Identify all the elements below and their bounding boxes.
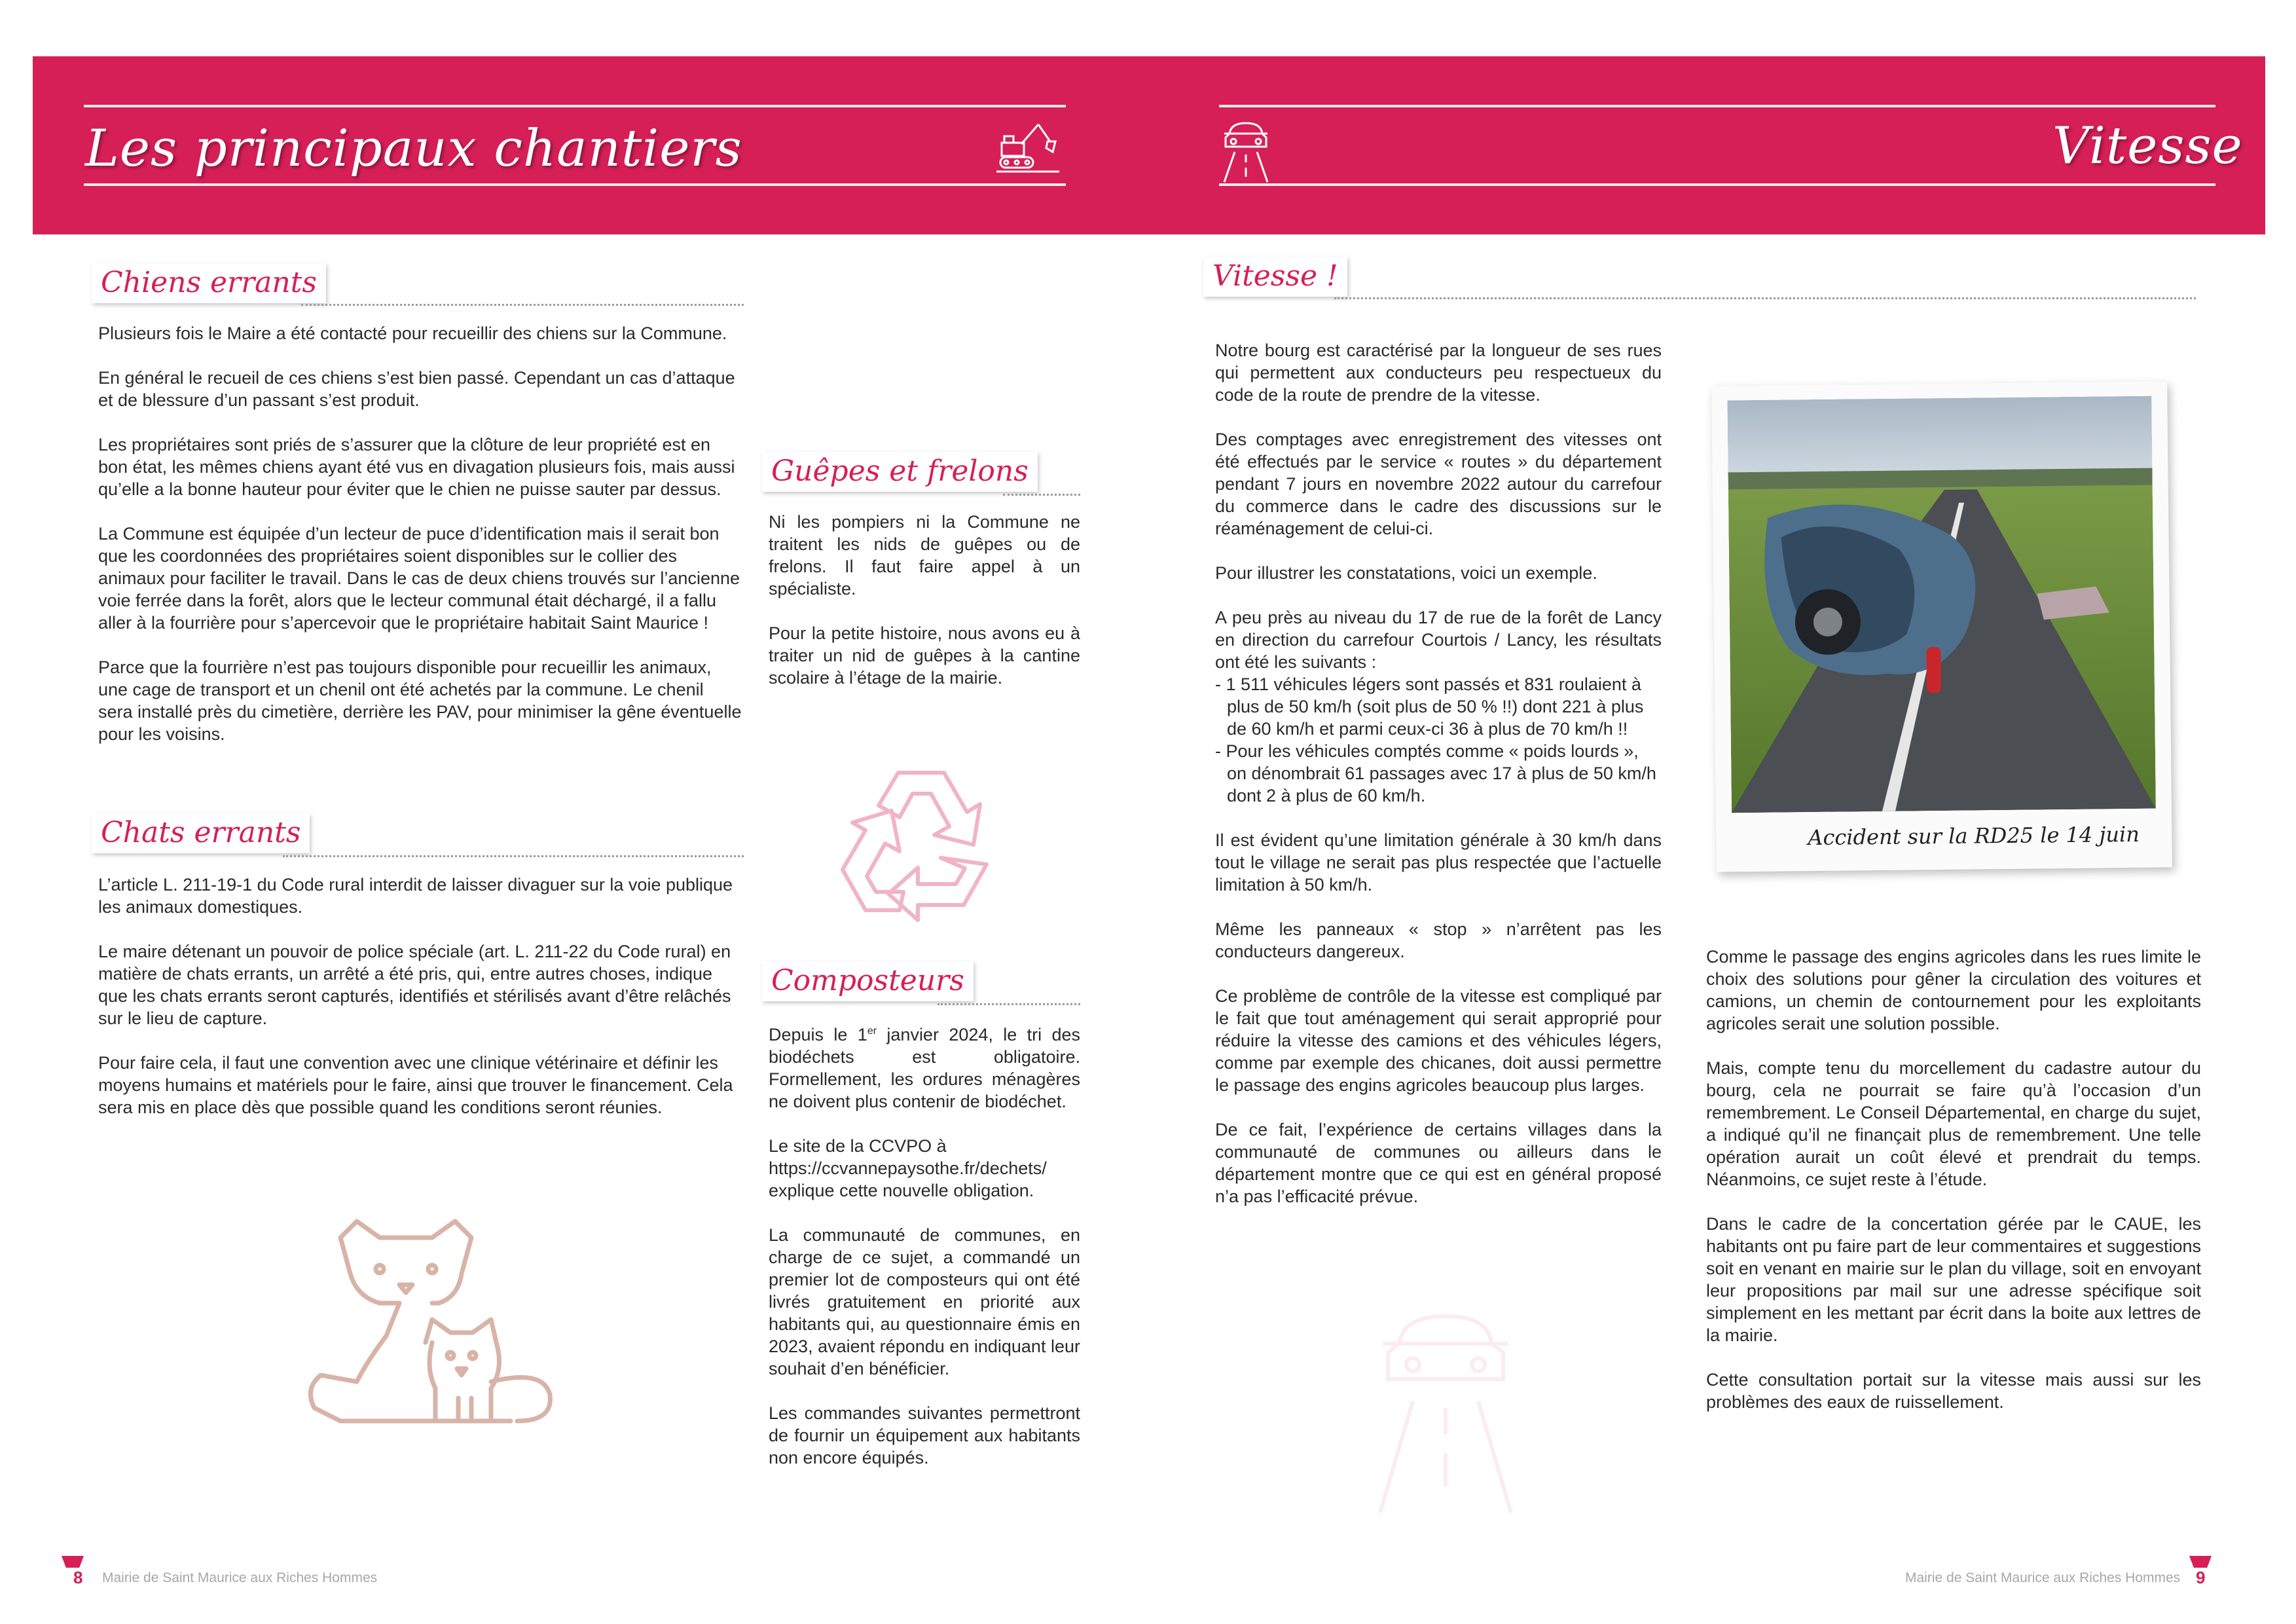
page-title-right: Vitesse [2052, 117, 2243, 175]
page-number: 9 [2196, 1568, 2206, 1587]
paragraph: Ni les pompiers ni la Commune ne traitent les nids de guêpes ou de frelons. Il faut faire appel à un spécialiste. [769, 512, 1080, 599]
section-rule [283, 855, 744, 857]
paragraph: A peu près au niveau du 17 de rue de la forêt de Lancy en direction du carrefour Courtois / Lancy, les résultats ont été les suivants : [1215, 608, 1662, 672]
section-title-guepes: Guêpes et frelons [762, 452, 1038, 492]
paragraph: Il est évident qu’une limitation générale à 30 km/h dans tout le village ne serait pas plus respectée que l’actuelle limitation à 50 km/h. [1215, 830, 1662, 895]
superscript: er [867, 1025, 877, 1037]
composteurs-text [769, 1020, 1080, 1469]
banner-rule-left-top [84, 105, 1066, 107]
paragraph: Notre bourg est caractérisé par la longueur de ses rues qui permettent aux conducteurs peu respectueux du code de la route de prendre de la vitesse. [1215, 341, 1662, 405]
paragraph: Les commandes suivantes permettront de fournir un équipement aux habitants non encore équipés. [769, 1403, 1080, 1467]
section-title-chats: Chats errants [92, 813, 310, 853]
paragraph: Pour illustrer les constatations, voici un exemple. [1215, 563, 1597, 583]
paragraph: Ce problème de contrôle de la vitesse est compliqué par le fait que tout aménagement qui serait approprié pour réduire la vitesse des camions et des véhicules légers, comme par exemple des chicanes, doit aussi permettre le passage des engins agricoles beaucoup plus larges. [1215, 986, 1662, 1095]
header-banner [33, 56, 2265, 234]
dog-cat-icon [295, 1211, 570, 1454]
page-marker [62, 1556, 84, 1568]
paragraph [769, 1135, 1080, 1202]
paragraph: Pour faire cela, il faut une convention avec une clinique vétérinaire et définir les moyens humains et matériels pour le faire, ainsi que trouver le financement. Cela sera mis en place dès que possible quand les conditions seront réunies. [98, 1053, 733, 1117]
page-number: 8 [73, 1568, 83, 1587]
paragraph: Dans le cadre de la concertation gérée par le CAUE, les habitants ont pu faire part de leur commentaires et suggestions soit en venant en mairie sur le plan du village, soit en envoyant leur propositions par mail sur une adresse spécifique soit simplement en les mettant par écrit dans la boite aux lettres de la mairie. [1706, 1214, 2201, 1345]
photo-caption: Accident sur la RD25 le 14 juin [1808, 821, 2140, 851]
paragraph: Comme le passage des engins agricoles dans les rues limite le choix des solutions pour gêner la circulation des voitures et camions, un chemin de contournement pour les exploitants agricoles serait une solution possible. [1706, 947, 2201, 1033]
paragraph: Le maire détenant un pouvoir de police spéciale (art. L. 211-22 du Code rural) en matière de chats errants, un arrêté a été pris, qui, entre autres choses, indique que les chats errants seront capturés, identifiés et stérilisés avant d’être relâchés sur le lieu de capture. [98, 942, 731, 1028]
paragraph: Les propriétaires sont priés de s’assurer que la clôture de leur propriété est en bon état, les mêmes chiens ayant été vus en divagation plusieurs fois, mais aussi qu’elle a la bonne hauteur pour éviter que le chien ne puisse sauter par dessus. [98, 435, 735, 499]
car-road-icon [1367, 1303, 1524, 1519]
page-title-left: Les principaux chantiers [85, 119, 742, 178]
recycle-icon [826, 753, 1016, 936]
excavator-icon [995, 119, 1061, 177]
footer-text: Mairie de Saint Maurice aux Riches Hommes [1905, 1570, 2181, 1585]
paragraph-rest: janvier 2024, le tri des biodéchets est obligatoire. Formellement, les ordures ménagères ne doivent plus contenir de biodéchet. [769, 1025, 1080, 1111]
car-road-icon [1219, 114, 1273, 183]
text-line: explique cette nouvelle obligation. [769, 1181, 1034, 1200]
list-item: - Pour les véhicules comptés comme « poids lourds », on dénombrait 61 passages avec 17 à plus de 50 km/h dont 2 à plus de 60 km/h. [1215, 741, 1656, 805]
guepes-text [769, 511, 1080, 689]
section-title-vitesse: Vitesse ! [1203, 257, 1347, 297]
chats-text [98, 874, 742, 1118]
paragraph: Plusieurs fois le Maire a été contacté pour recueillir des chiens sur la Commune. [98, 323, 727, 343]
date-text: Depuis le 1 [769, 1025, 867, 1044]
text-line: Le site de la CCVPO à [769, 1136, 947, 1156]
section-rule [1334, 297, 2196, 299]
section-rule [938, 1003, 1080, 1005]
paragraph: En général le recueil de ces chiens s’est bien passé. Cependant un cas d’attaque et de blessure d’un passant s’est produit. [98, 368, 735, 410]
paragraph: Pour la petite histoire, nous avons eu à traiter un nid de guêpes à la cantine scolaire à l’étage de la mairie. [769, 623, 1080, 688]
banner-rule-left-bottom [84, 183, 1066, 186]
ccvpo-link[interactable]: https://ccvannepaysothe.fr/dechets/ [769, 1158, 1047, 1178]
section-rule [1003, 494, 1080, 496]
page-marker [2189, 1556, 2212, 1568]
section-rule [301, 304, 744, 306]
banner-rule-right-bottom [1219, 183, 2215, 186]
accident-photo-frame [1711, 381, 2172, 872]
section-title-composteurs: Composteurs [762, 961, 974, 1001]
paragraph: Cette consultation portait sur la vitesse mais aussi sur les problèmes des eaux de ruissellement. [1706, 1370, 2201, 1412]
paragraph: La communauté de communes, en charge de ce sujet, a commandé un premier lot de composteurs qui ont été livrés gratuitement en priorité aux habitants qui, au questionnaire émis en 2023, avaient répondu en indiquant leur souhait d’en bénéficier. [769, 1225, 1080, 1378]
chiens-text [98, 322, 742, 745]
footer-text: Mairie de Saint Maurice aux Riches Hommes [102, 1570, 378, 1585]
accident-photo [1727, 396, 2156, 813]
paragraph: L’article L. 211-19-1 du Code rural interdit de laisser divaguer sur la voie publique les animaux domestiques. [98, 875, 733, 917]
vitesse-text [1215, 339, 1662, 1208]
paragraph: Mais, compte tenu du morcellement du cadastre autour du bourg, cela ne pourrait se faire qu’à l’occasion d’un remembrement. Le Conseil Départemental, en charge du sujet, a indiqué qu’il ne finançait plus de remembrement. Une telle opération aurait un coût élevé et prendrait du temps. Néanmoins, ce sujet reste à l’étude. [1706, 1058, 2201, 1189]
vitesse-text-right [1706, 946, 2201, 1413]
paragraph: De ce fait, l’expérience de certains villages dans la communauté de communes ou ailleurs dans le département montre que ce qui est en général proposé n’a pas l’efficacité prévue. [1215, 1120, 1662, 1206]
example-list [1215, 606, 1662, 807]
banner-rule-right-top [1219, 105, 2215, 107]
list-item: - 1 511 véhicules légers sont passés et 831 roulaient à plus de 50 km/h (soit plus de 50 % !!) dont 221 à plus de 60 km/h et parmi ceux-ci 36 à plus de 70 km/h !! [1215, 674, 1644, 739]
paragraph: La Commune est équipée d’un lecteur de puce d’identification mais il serait bon que les coordonnées des propriétaires soient disponibles sur le collier des animaux pour faciliter le travail. Dans le cas de deux chiens trouvés sur l’ancienne voie ferrée dans la forêt, alors que le lecteur communal était déchargé, il a fallu aller à la fourrière pour s’apercevoir que le propriétaire habitait Saint Maurice ! [98, 524, 740, 633]
paragraph [769, 1020, 1080, 1113]
paragraph: Des comptages avec enregistrement des vitesses ont été effectués par le service « routes » du département pendant 7 jours en novembre 2022 autour du carrefour du commerce dans le cadre des discussions sur le réaménagement de celui-ci. [1215, 430, 1662, 538]
paragraph: Parce que la fourrière n’est pas toujours disponible pour recueillir les animaux, une cage de transport et un chenil ont été achetés par la commune. Le chenil sera installé près du cimetière, derrière les PAV, pour minimiser la gêne éventuelle pour les voisins. [98, 657, 742, 744]
paragraph: Même les panneaux « stop » n’arrêtent pas les conducteurs dangereux. [1215, 919, 1662, 961]
section-title-chiens: Chiens errants [92, 263, 326, 303]
